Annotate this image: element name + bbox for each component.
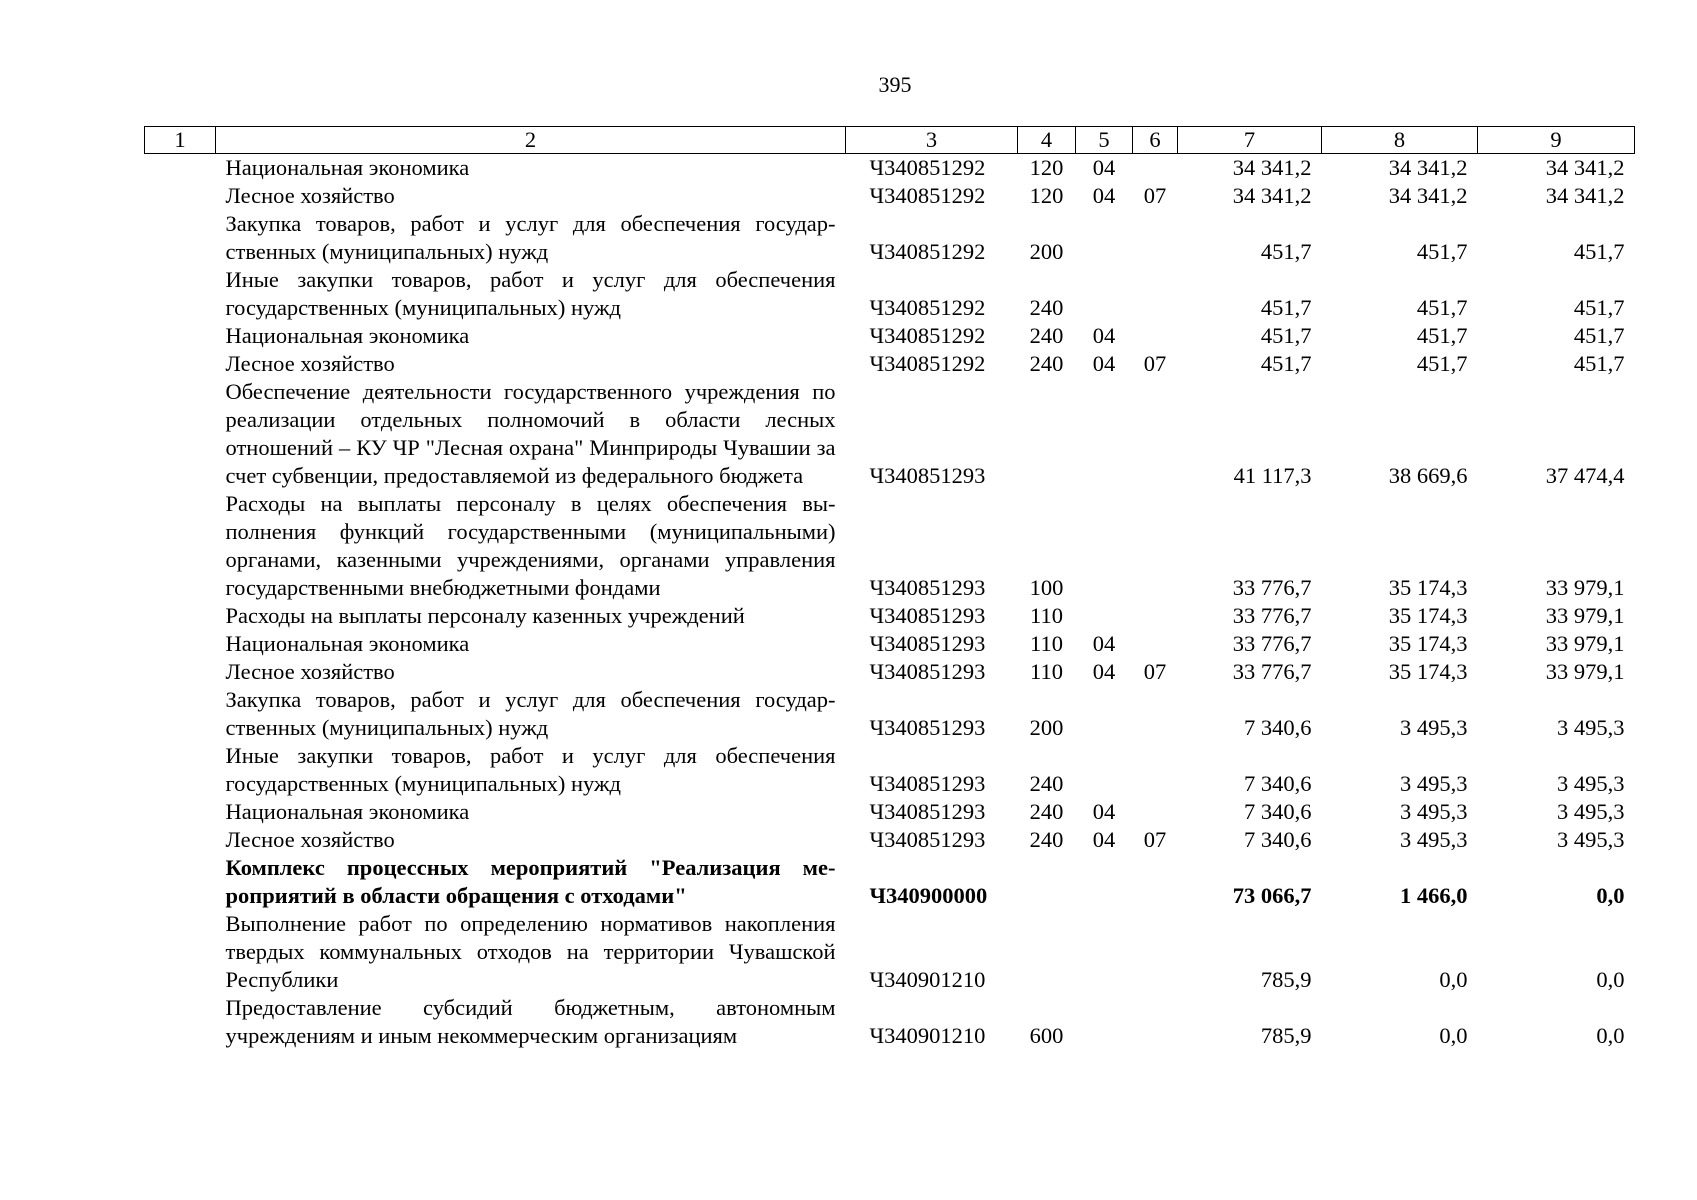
row-index-cell xyxy=(145,686,216,742)
row-name-cell: Выполнение работ по определению нормативов накопления твердых коммунальных отходов на территории Чувашской Республики xyxy=(225,911,836,992)
row-name-cell: Предоставление субсидий бюджетным, автономным учреждениям и иным некоммерческим организациям xyxy=(225,995,836,1048)
row-index-cell xyxy=(145,210,216,266)
row-code-cell: Ч340901210 xyxy=(869,1023,986,1048)
row-col6-cell xyxy=(1133,742,1178,798)
row-col6-cell xyxy=(1133,910,1178,994)
row-value7-cell: 785,9 xyxy=(1260,1023,1312,1048)
row-col5-cell xyxy=(1076,994,1133,1050)
header-col-5: 5 xyxy=(1076,127,1133,154)
row-col5-cell xyxy=(1076,742,1133,798)
table-row xyxy=(145,154,1635,183)
table-row xyxy=(145,910,1635,994)
row-value8-cell: 0,0 xyxy=(1439,967,1468,992)
row-col6-cell xyxy=(1133,266,1178,322)
row-col4-cell: 240 xyxy=(1029,827,1064,852)
row-col4-cell: 100 xyxy=(1029,575,1064,600)
header-col-6: 6 xyxy=(1133,127,1178,154)
row-index-cell xyxy=(145,322,216,350)
row-code-cell: Ч340851293 xyxy=(869,603,986,628)
row-value8-cell: 3 495,3 xyxy=(1400,771,1468,796)
row-code-cell: Ч340851292 xyxy=(869,295,986,320)
row-col4-cell: 110 xyxy=(1030,603,1063,628)
row-value7-cell: 33 776,7 xyxy=(1232,631,1312,656)
row-value9-cell: 3 495,3 xyxy=(1557,799,1625,824)
table-row xyxy=(145,266,1635,322)
row-value9-cell: 451,7 xyxy=(1573,295,1625,320)
row-name-cell: Расходы на выплаты персоналу в целях обеспечения выполнения функций государственными (муниципальными) органами, казенными учреждениями, органами управления государственными внебюджетными фондами xyxy=(225,491,836,600)
row-col5-cell xyxy=(1076,602,1133,630)
row-col6-cell xyxy=(1133,322,1178,350)
row-col5-cell: 04 xyxy=(1092,631,1116,656)
header-col-1: 1 xyxy=(145,127,216,154)
page-number: 395 xyxy=(878,72,912,97)
row-col5-cell xyxy=(1076,266,1133,322)
row-col5-cell xyxy=(1076,910,1133,994)
row-col5-cell: 04 xyxy=(1092,183,1116,208)
row-col4-cell: 240 xyxy=(1029,323,1064,348)
table-row xyxy=(145,602,1635,630)
row-col6-cell: 07 xyxy=(1143,351,1167,376)
row-code-cell: Ч340851292 xyxy=(869,351,986,376)
table-row xyxy=(145,854,1635,910)
row-code-cell: Ч340851293 xyxy=(869,771,986,796)
header-col-8: 8 xyxy=(1322,127,1478,154)
row-value8-cell: 451,7 xyxy=(1416,351,1468,376)
row-name-cell: Обеспечение деятельности государственного учреждения по реализации отдельных полномочий в области лесных отношений – КУ ЧР "Лесная охрана" Минприроды Чувашии за счет субвенции, предоставляемой из федерального бюджета xyxy=(225,379,836,488)
row-value9-cell: 0,0 xyxy=(1596,967,1625,992)
row-name-cell: Иные закупки товаров, работ и услуг для обеспечения государственных (муниципальных) нужд xyxy=(225,267,836,320)
row-index-cell xyxy=(145,378,216,490)
row-col4-cell: 120 xyxy=(1029,183,1064,208)
row-value9-cell: 0,0 xyxy=(1596,1023,1625,1048)
row-index-cell xyxy=(145,910,216,994)
row-col6-cell xyxy=(1133,378,1178,490)
row-col6-cell xyxy=(1133,854,1178,910)
header-row xyxy=(145,127,1635,154)
row-index-cell xyxy=(145,742,216,798)
row-value8-cell: 34 341,2 xyxy=(1388,183,1468,208)
row-col6-cell: 07 xyxy=(1143,183,1167,208)
row-code-cell: Ч340900000 xyxy=(869,883,988,908)
row-value8-cell: 451,7 xyxy=(1416,295,1468,320)
row-code-cell: Ч340851292 xyxy=(869,323,986,348)
row-name-cell: Национальная экономика xyxy=(225,799,470,824)
row-value8-cell: 35 174,3 xyxy=(1388,603,1468,628)
row-value7-cell: 785,9 xyxy=(1260,967,1312,992)
row-code-cell: Ч340901210 xyxy=(869,967,986,992)
header-col-2: 2 xyxy=(216,127,846,154)
budget-table xyxy=(144,126,1635,1050)
row-col4-cell xyxy=(1018,378,1076,490)
header-col-4: 4 xyxy=(1018,127,1076,154)
row-col4-cell: 240 xyxy=(1029,351,1064,376)
row-code-cell: Ч340851293 xyxy=(869,659,986,684)
table-row xyxy=(145,994,1635,1050)
row-value9-cell: 37 474,4 xyxy=(1545,463,1625,488)
row-index-cell xyxy=(145,490,216,602)
row-name-cell: Лесное хозяйство xyxy=(225,351,395,376)
row-value7-cell: 451,7 xyxy=(1260,351,1312,376)
row-name-cell: Лесное хозяйство xyxy=(225,659,395,684)
row-name-cell: Закупка товаров, работ и услуг для обеспечения государственных (муниципальных) нужд xyxy=(225,687,836,740)
row-value9-cell: 3 495,3 xyxy=(1557,715,1625,740)
row-name-cell: Национальная экономика xyxy=(225,631,470,656)
row-col5-cell: 04 xyxy=(1092,351,1116,376)
row-code-cell: Ч340851292 xyxy=(869,239,986,264)
row-value8-cell: 34 341,2 xyxy=(1388,155,1468,180)
row-col5-cell xyxy=(1076,854,1133,910)
row-value9-cell: 3 495,3 xyxy=(1557,827,1625,852)
row-value7-cell: 451,7 xyxy=(1260,323,1312,348)
table-body xyxy=(145,154,1635,1051)
row-value9-cell: 451,7 xyxy=(1573,239,1625,264)
row-value9-cell: 33 979,1 xyxy=(1545,631,1625,656)
table-row xyxy=(145,630,1635,658)
row-value8-cell: 35 174,3 xyxy=(1388,631,1468,656)
row-value7-cell: 7 340,6 xyxy=(1244,715,1312,740)
row-value7-cell: 33 776,7 xyxy=(1232,575,1312,600)
row-value9-cell: 0,0 xyxy=(1596,883,1625,908)
row-code-cell: Ч340851292 xyxy=(869,183,986,208)
row-name-cell: Расходы на выплаты персоналу казенных учреждений xyxy=(225,603,745,628)
row-value7-cell: 7 340,6 xyxy=(1244,827,1312,852)
row-index-cell xyxy=(145,350,216,378)
row-col5-cell xyxy=(1076,378,1133,490)
table-row xyxy=(145,322,1635,350)
row-value9-cell: 33 979,1 xyxy=(1545,575,1625,600)
table-row xyxy=(145,658,1635,686)
row-name-cell: Иные закупки товаров, работ и услуг для обеспечения государственных (муниципальных) нужд xyxy=(225,743,836,796)
row-value9-cell: 34 341,2 xyxy=(1545,183,1625,208)
row-col4-cell xyxy=(1018,910,1076,994)
row-index-cell xyxy=(145,630,216,658)
row-value7-cell: 7 340,6 xyxy=(1244,799,1312,824)
row-col6-cell: 07 xyxy=(1143,827,1167,852)
row-col4-cell: 600 xyxy=(1029,1023,1064,1048)
row-value8-cell: 35 174,3 xyxy=(1388,659,1468,684)
row-col5-cell xyxy=(1076,210,1133,266)
row-col4-cell xyxy=(1018,854,1076,910)
row-value8-cell: 35 174,3 xyxy=(1388,575,1468,600)
row-col5-cell: 04 xyxy=(1092,827,1116,852)
table-row xyxy=(145,378,1635,490)
header-col-9: 9 xyxy=(1478,127,1635,154)
row-value8-cell: 3 495,3 xyxy=(1400,799,1468,824)
row-value7-cell: 33 776,7 xyxy=(1232,659,1312,684)
row-value8-cell: 3 495,3 xyxy=(1400,715,1468,740)
table-row xyxy=(145,350,1635,378)
row-code-cell: Ч340851293 xyxy=(869,799,986,824)
row-name-cell: Комплекс процессных мероприятий "Реализация мероприятий в области обращения с отходами" xyxy=(225,855,836,908)
row-index-cell xyxy=(145,182,216,210)
row-col4-cell: 200 xyxy=(1029,239,1064,264)
row-col4-cell: 240 xyxy=(1029,771,1064,796)
table-row xyxy=(145,210,1635,266)
row-value7-cell: 73 066,7 xyxy=(1232,883,1312,908)
row-value7-cell: 451,7 xyxy=(1260,295,1312,320)
row-col5-cell: 04 xyxy=(1092,659,1116,684)
row-index-cell xyxy=(145,854,216,910)
row-col5-cell: 04 xyxy=(1092,155,1116,180)
row-index-cell xyxy=(145,798,216,826)
row-index-cell xyxy=(145,826,216,854)
row-value7-cell: 451,7 xyxy=(1260,239,1312,264)
row-value8-cell: 38 669,6 xyxy=(1388,463,1468,488)
row-value8-cell: 451,7 xyxy=(1416,239,1468,264)
row-col6-cell: 07 xyxy=(1143,659,1167,684)
row-col4-cell: 200 xyxy=(1029,715,1064,740)
row-value8-cell: 0,0 xyxy=(1439,1023,1468,1048)
row-col6-cell xyxy=(1133,630,1178,658)
row-col6-cell xyxy=(1133,490,1178,602)
table-row xyxy=(145,826,1635,854)
row-code-cell: Ч340851292 xyxy=(869,155,986,180)
row-value8-cell: 3 495,3 xyxy=(1400,827,1468,852)
row-code-cell: Ч340851293 xyxy=(869,631,986,656)
row-code-cell: Ч340851293 xyxy=(869,827,986,852)
row-col5-cell: 04 xyxy=(1092,323,1116,348)
row-value9-cell: 34 341,2 xyxy=(1545,155,1625,180)
row-col4-cell: 110 xyxy=(1030,659,1063,684)
row-value7-cell: 34 341,2 xyxy=(1232,183,1312,208)
row-value7-cell: 33 776,7 xyxy=(1232,603,1312,628)
table-row xyxy=(145,490,1635,602)
row-value8-cell: 1 466,0 xyxy=(1400,883,1468,908)
table-row xyxy=(145,686,1635,742)
row-index-cell xyxy=(145,994,216,1050)
row-col5-cell xyxy=(1076,686,1133,742)
row-value9-cell: 3 495,3 xyxy=(1557,771,1625,796)
table-row xyxy=(145,182,1635,210)
row-col6-cell xyxy=(1133,798,1178,826)
header-col-3: 3 xyxy=(846,127,1018,154)
row-col6-cell xyxy=(1133,994,1178,1050)
row-index-cell xyxy=(145,602,216,630)
row-code-cell: Ч340851293 xyxy=(869,463,986,488)
table-row xyxy=(145,798,1635,826)
row-name-cell: Закупка товаров, работ и услуг для обеспечения государственных (муниципальных) нужд xyxy=(225,211,836,264)
row-value7-cell: 41 117,3 xyxy=(1233,463,1312,488)
row-value9-cell: 451,7 xyxy=(1573,323,1625,348)
row-index-cell xyxy=(145,154,216,183)
row-col6-cell xyxy=(1133,686,1178,742)
row-col4-cell: 240 xyxy=(1029,799,1064,824)
row-value9-cell: 451,7 xyxy=(1573,351,1625,376)
row-col4-cell: 110 xyxy=(1030,631,1063,656)
row-code-cell: Ч340851293 xyxy=(869,575,986,600)
row-value8-cell: 451,7 xyxy=(1416,323,1468,348)
row-value7-cell: 34 341,2 xyxy=(1232,155,1312,180)
row-col4-cell: 120 xyxy=(1029,155,1064,180)
row-name-cell: Национальная экономика xyxy=(225,155,470,180)
row-index-cell xyxy=(145,266,216,322)
row-col5-cell xyxy=(1076,490,1133,602)
row-col6-cell xyxy=(1133,602,1178,630)
row-col6-cell xyxy=(1133,210,1178,266)
row-index-cell xyxy=(145,658,216,686)
header-col-7: 7 xyxy=(1178,127,1322,154)
table-row xyxy=(145,742,1635,798)
row-col4-cell: 240 xyxy=(1029,295,1064,320)
row-value9-cell: 33 979,1 xyxy=(1545,603,1625,628)
row-value9-cell: 33 979,1 xyxy=(1545,659,1625,684)
row-name-cell: Лесное хозяйство xyxy=(225,827,395,852)
row-col6-cell xyxy=(1133,154,1178,183)
row-value7-cell: 7 340,6 xyxy=(1244,771,1312,796)
row-name-cell: Лесное хозяйство xyxy=(225,183,395,208)
row-code-cell: Ч340851293 xyxy=(869,715,986,740)
row-col5-cell: 04 xyxy=(1092,799,1116,824)
row-name-cell: Национальная экономика xyxy=(225,323,470,348)
